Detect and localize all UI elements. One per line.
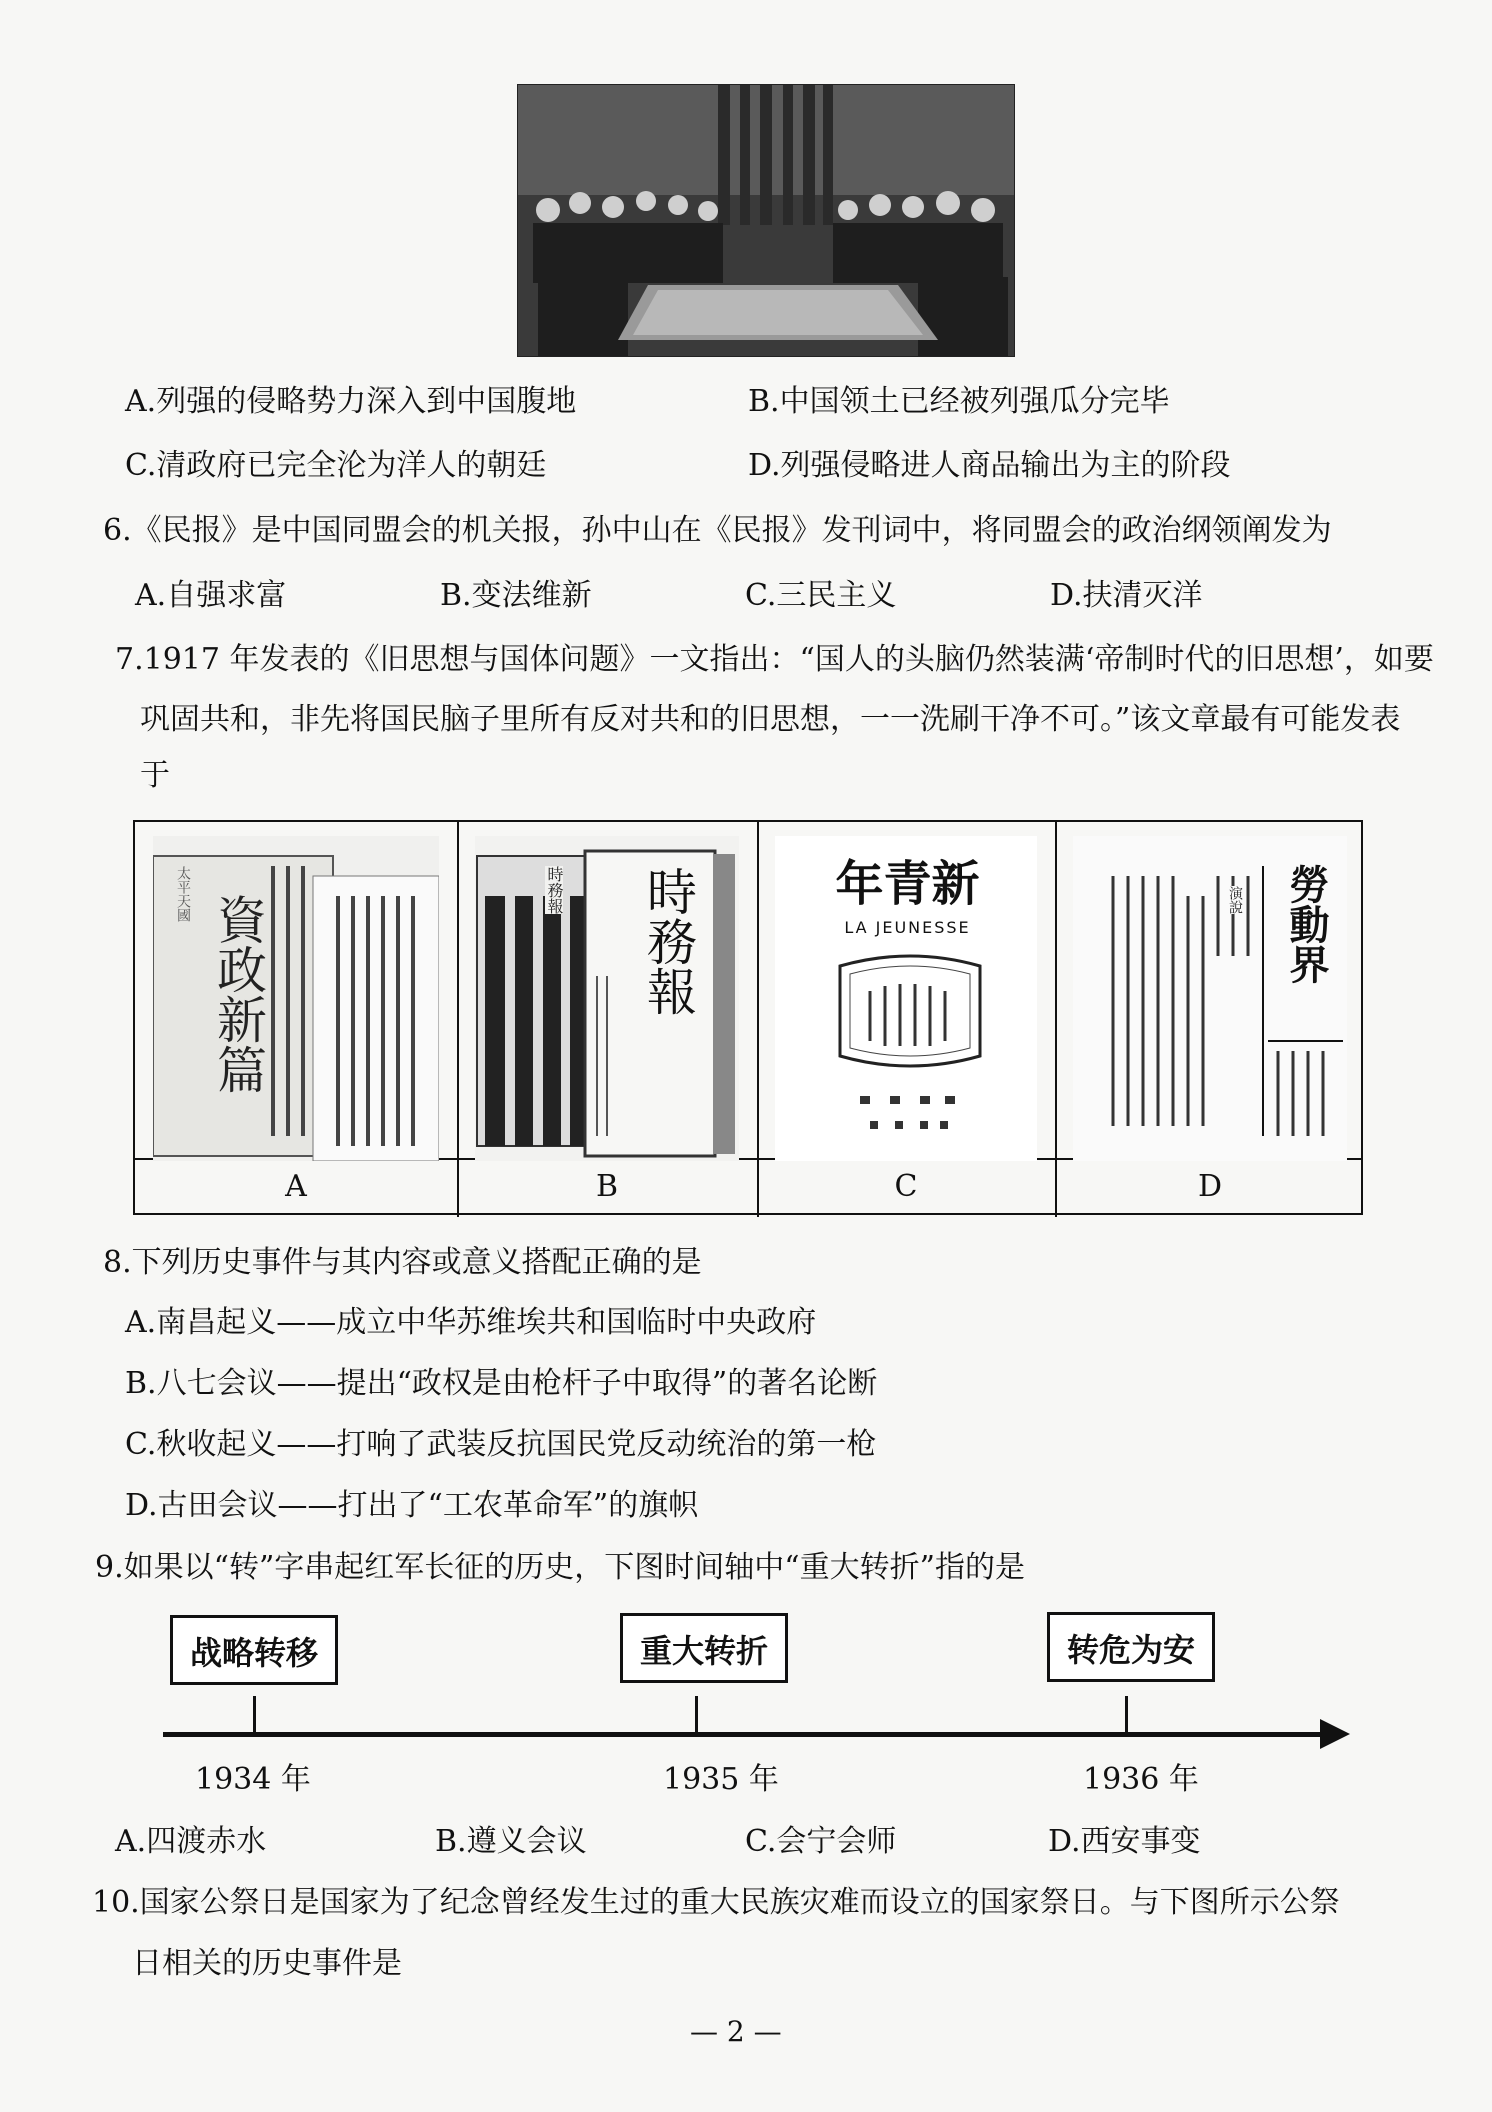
- q9-option-d: D.西安事变: [1048, 1824, 1201, 1859]
- q7-stem-line3: 于: [140, 758, 170, 793]
- q9-option-a: A.四渡赤水: [115, 1824, 267, 1859]
- page-number: — 2 —: [690, 2015, 782, 2048]
- newspaper-title-a: 資政新篇: [209, 894, 267, 1094]
- timeline-axis: [163, 1732, 1328, 1737]
- timeline-tick: [1125, 1696, 1128, 1734]
- newspaper-title-d: 勞動界: [1283, 864, 1330, 984]
- q5-option-a: A.列强的侵略势力深入到中国腹地: [125, 384, 577, 419]
- timeline-year-1934: 1934 年: [195, 1762, 311, 1797]
- newspaper-side-a: 太平天國: [175, 866, 191, 922]
- timeline-year-1935: 1935 年: [663, 1762, 779, 1797]
- timeline-box-major-turning-point: 重大转折: [620, 1613, 788, 1683]
- q7-stem-line2: 巩固共和，非先将国民脑子里所有反对共和的旧思想，一一洗刷干净不可。”该文章最有可能发表: [140, 702, 1401, 737]
- newspaper-title-b: 時務報: [639, 866, 697, 1016]
- newspaper-label-b: B: [595, 1169, 619, 1204]
- newspaper-side-b: 時務報: [545, 866, 564, 914]
- q5-option-b: B.中国领土已经被列强瓜分完毕: [748, 384, 1170, 419]
- newspaper-cell-b: [457, 822, 757, 1217]
- conference-photo: [517, 84, 1015, 357]
- timeline-tick: [695, 1696, 698, 1734]
- q5-option-d: D.列强侵略进人商品输出为主的阶段: [748, 448, 1231, 483]
- newspaper-image-a: [153, 836, 439, 1161]
- q6-option-a: A.自强求富: [135, 578, 287, 613]
- q8-stem: 8.下列历史事件与其内容或意义搭配正确的是: [103, 1245, 702, 1280]
- newspaper-cell-d: [1055, 822, 1365, 1217]
- newspaper-image-c: [775, 836, 1037, 1161]
- q9-option-b: B.遵义会议: [435, 1824, 587, 1859]
- newspaper-side-c: LA JEUNESSE: [844, 918, 971, 937]
- newspaper-cell-c: [757, 822, 1055, 1217]
- timeline-year-1936: 1936 年: [1083, 1762, 1199, 1797]
- q8-option-d: D.古田会议——打出了“工农革命军”的旗帜: [125, 1488, 699, 1523]
- newspaper-label-d: D: [1197, 1169, 1223, 1204]
- newspaper-side-d: 演說: [1227, 886, 1243, 914]
- q6-stem: 6.《民报》是中国同盟会的机关报，孙中山在《民报》发刊词中，将同盟会的政治纲领阐发为: [103, 513, 1332, 548]
- newspaper-image-b: [475, 836, 739, 1161]
- q8-option-b: B.八七会议——提出“政权是由枪杆子中取得”的著名论断: [125, 1366, 878, 1401]
- newspaper-title-c: 新青年: [835, 856, 980, 912]
- q6-option-d: D.扶清灭洋: [1050, 578, 1203, 613]
- timeline-box-strategic-transfer: 战略转移: [170, 1615, 338, 1685]
- newspaper-image-d: [1073, 836, 1347, 1161]
- newspaper-cell-a: [135, 822, 457, 1217]
- q9-stem: 9.如果以“转”字串起红军长征的历史，下图时间轴中“重大转折”指的是: [95, 1550, 1025, 1585]
- q8-option-c: C.秋收起义——打响了武装反抗国民党反动统治的第一枪: [125, 1427, 877, 1462]
- q9-option-c: C.会宁会师: [745, 1824, 897, 1859]
- newspaper-table: [133, 820, 1363, 1215]
- arrow-right-icon: [1320, 1719, 1350, 1749]
- q6-option-c: C.三民主义: [745, 578, 897, 613]
- q6-option-b: B.变法维新: [440, 578, 592, 613]
- q5-option-c: C.清政府已完全沦为洋人的朝廷: [125, 448, 547, 483]
- newspaper-label-c: C: [894, 1169, 918, 1204]
- timeline-box-out-of-danger: 转危为安: [1047, 1612, 1215, 1682]
- q10-stem-line1: 10.国家公祭日是国家为了纪念曾经发生过的重大民族灾难而设立的国家祭日。与下图所示公祭: [92, 1885, 1340, 1920]
- q7-stem-line1: 7.1917 年发表的《旧思想与国体问题》一文指出：“国人的头脑仍然装满‘帝制时代的旧思想’，如要: [115, 642, 1434, 677]
- timeline-tick: [253, 1696, 256, 1734]
- newspaper-label-a: A: [285, 1169, 307, 1204]
- q8-option-a: A.南昌起义——成立中华苏维埃共和国临时中央政府: [125, 1305, 817, 1340]
- q10-stem-line2: 日相关的历史事件是: [132, 1946, 402, 1981]
